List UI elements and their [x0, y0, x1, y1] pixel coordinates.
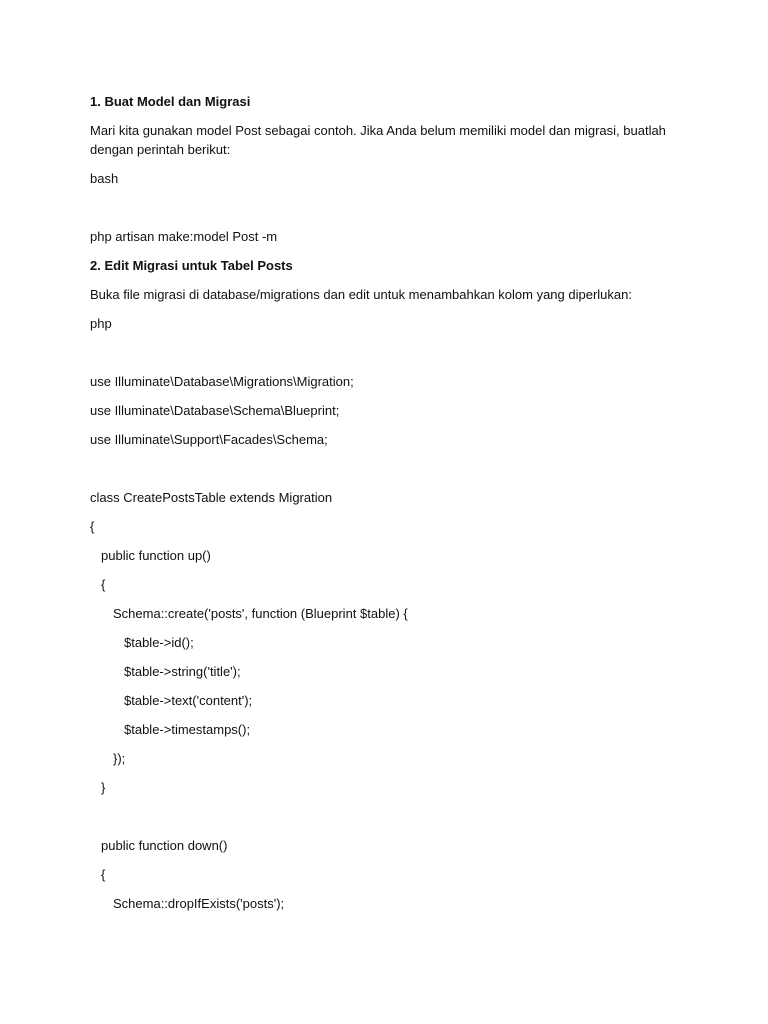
code-line: }); [113, 751, 126, 766]
code-line: $table->string('title'); [124, 664, 241, 679]
code-line: public function down() [101, 838, 228, 853]
blank-line [90, 459, 690, 478]
paragraph: Buka file migrasi di database/migrations dan edit untuk menambahkan kolom yang diperlukan: [90, 287, 632, 302]
code-line: } [101, 780, 106, 795]
paragraph: Mari kita gunakan model Post sebagai contoh. Jika Anda belum memiliki model dan migrasi, buatlah dengan perintah berikut: [90, 123, 666, 157]
code-line: class CreatePostsTable extends Migration [90, 490, 333, 505]
code-line: { [90, 519, 95, 534]
code-line: Schema::dropIfExists('posts'); [113, 896, 285, 911]
code-line: $table->text('content'); [124, 693, 253, 708]
code-language-label: bash [90, 171, 119, 186]
code-line: { [101, 577, 106, 592]
document-content [90, 92, 690, 923]
code-line: use Illuminate\Database\Schema\Blueprint; [90, 403, 340, 418]
code-line: { [101, 867, 106, 882]
section-heading: 1. Buat Model dan Migrasi [90, 94, 251, 109]
code-line: $table->id(); [124, 635, 194, 650]
code-line: Schema::create('posts', function (Blueprint $table) { [113, 606, 408, 621]
blank-line [90, 343, 690, 362]
blank-line [90, 807, 690, 826]
code-line: php artisan make:model Post -m [90, 229, 278, 244]
code-language-label: php [90, 316, 112, 331]
code-line: use Illuminate\Support\Facades\Schema; [90, 432, 328, 447]
section-heading: 2. Edit Migrasi untuk Tabel Posts [90, 258, 293, 273]
code-line: public function up() [101, 548, 211, 563]
blank-line [90, 198, 690, 217]
code-line: $table->timestamps(); [124, 722, 251, 737]
code-line: use Illuminate\Database\Migrations\Migration; [90, 374, 354, 389]
